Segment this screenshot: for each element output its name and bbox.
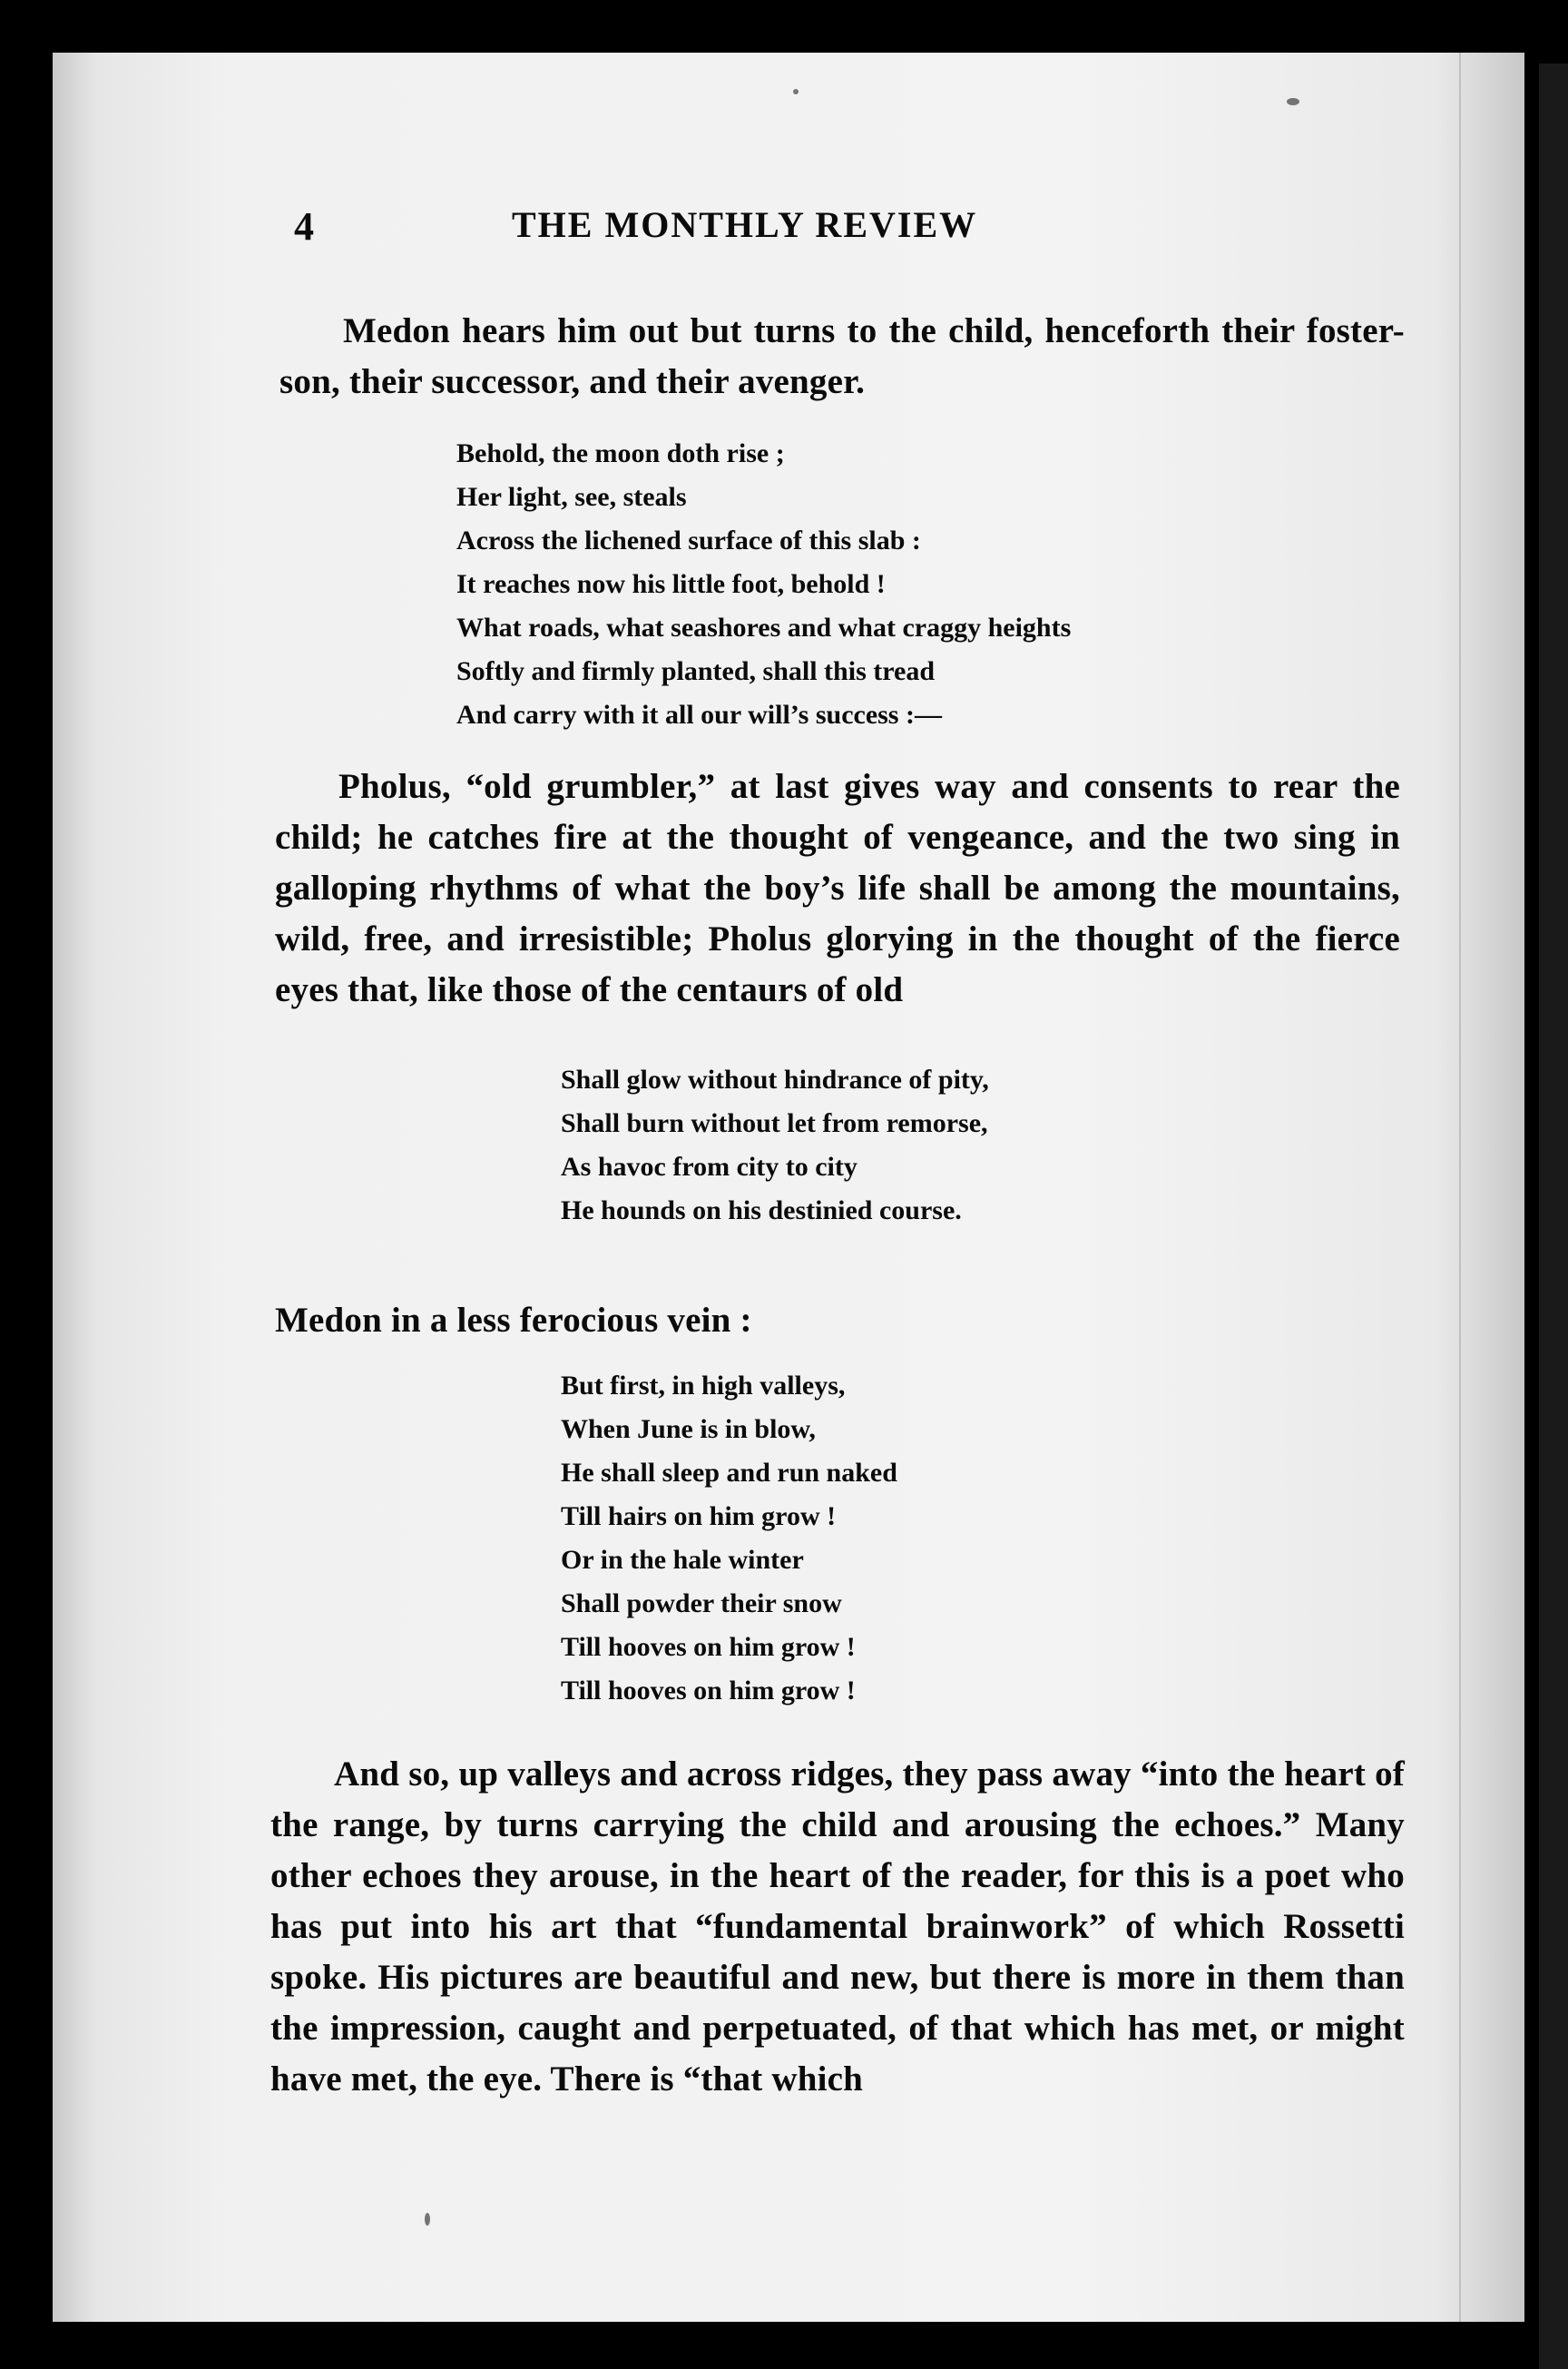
verse-line: Behold, the moon doth rise ;: [456, 438, 785, 468]
running-title: THE MONTHLY REVIEW: [512, 204, 978, 245]
verse-line: Or in the hale winter: [561, 1545, 804, 1575]
ink-speck: [793, 89, 799, 94]
verse-line: Her light, see, steals: [456, 482, 687, 512]
ink-speck: [425, 2213, 430, 2226]
paragraph-up-valleys: And so, up valleys and across ridges, they pass away “into the heart of the range, by turns carrying the child and arousing the echoes.” Many other echoes they arouse, in the heart of the reader, for this is a poet who has put into his art that “fundamental brainwork” of which Rossetti spoke. His pictures are beautiful and new, but there is more in them than the impression, caught and perpetuated, of that which has met, or might have met, the eye. There is “that which: [270, 1755, 1405, 2099]
verse-high-valleys: [561, 1364, 897, 1713]
verse-line: Softly and firmly planted, shall this tread: [456, 656, 936, 686]
verse-line: Across the lichened surface of this slab :: [456, 526, 921, 555]
verse-line: Till hairs on him grow !: [561, 1501, 837, 1531]
verse-moon-rise: [456, 432, 1071, 737]
verse-glow-without-pity: [561, 1058, 989, 1233]
book-page: [53, 53, 1524, 2322]
verse-line: What roads, what seashores and what craggy heights: [456, 613, 1072, 643]
verse-line: Shall burn without let from remorse,: [561, 1108, 988, 1138]
verse-line: And carry with it all our will’s success :—: [456, 700, 942, 730]
page-header: [294, 196, 1201, 260]
verse-line: He hounds on his destinied course.: [561, 1195, 962, 1225]
verse-line: As havoc from city to city: [561, 1152, 858, 1182]
verse-line: It reaches now his little foot, behold !: [456, 569, 886, 599]
ink-speck: [1287, 98, 1299, 105]
paragraph-medon-hears: Medon hears him out but turns to the child, henceforth their foster-son, their successor, and their avenger.: [279, 311, 1405, 401]
paragraph-medon-vein: Medon in a less ferocious vein :: [275, 1301, 752, 1340]
book-spine-shadow: [1539, 64, 1568, 2369]
page-number: 4: [294, 204, 314, 249]
verse-line: Till hooves on him grow !: [561, 1632, 856, 1662]
verse-line: Till hooves on him grow !: [561, 1676, 856, 1705]
verse-line: Shall glow without hindrance of pity,: [561, 1065, 989, 1095]
paragraph-pholus: Pholus, “old grumbler,” at last gives way and consents to rear the child; he catches fire at the thought of vengeance, and the two sing in galloping rhythms of what the boy’s life shall be among the mountains, wild, free, and irresistible; Pholus glorying in the thought of the fierce eyes that, like those of the centaurs of old: [275, 767, 1400, 1009]
verse-line: Shall powder their snow: [561, 1588, 842, 1618]
verse-line: But first, in high valleys,: [561, 1371, 846, 1401]
verse-line: He shall sleep and run naked: [561, 1458, 897, 1488]
verse-line: When June is in blow,: [561, 1414, 816, 1444]
